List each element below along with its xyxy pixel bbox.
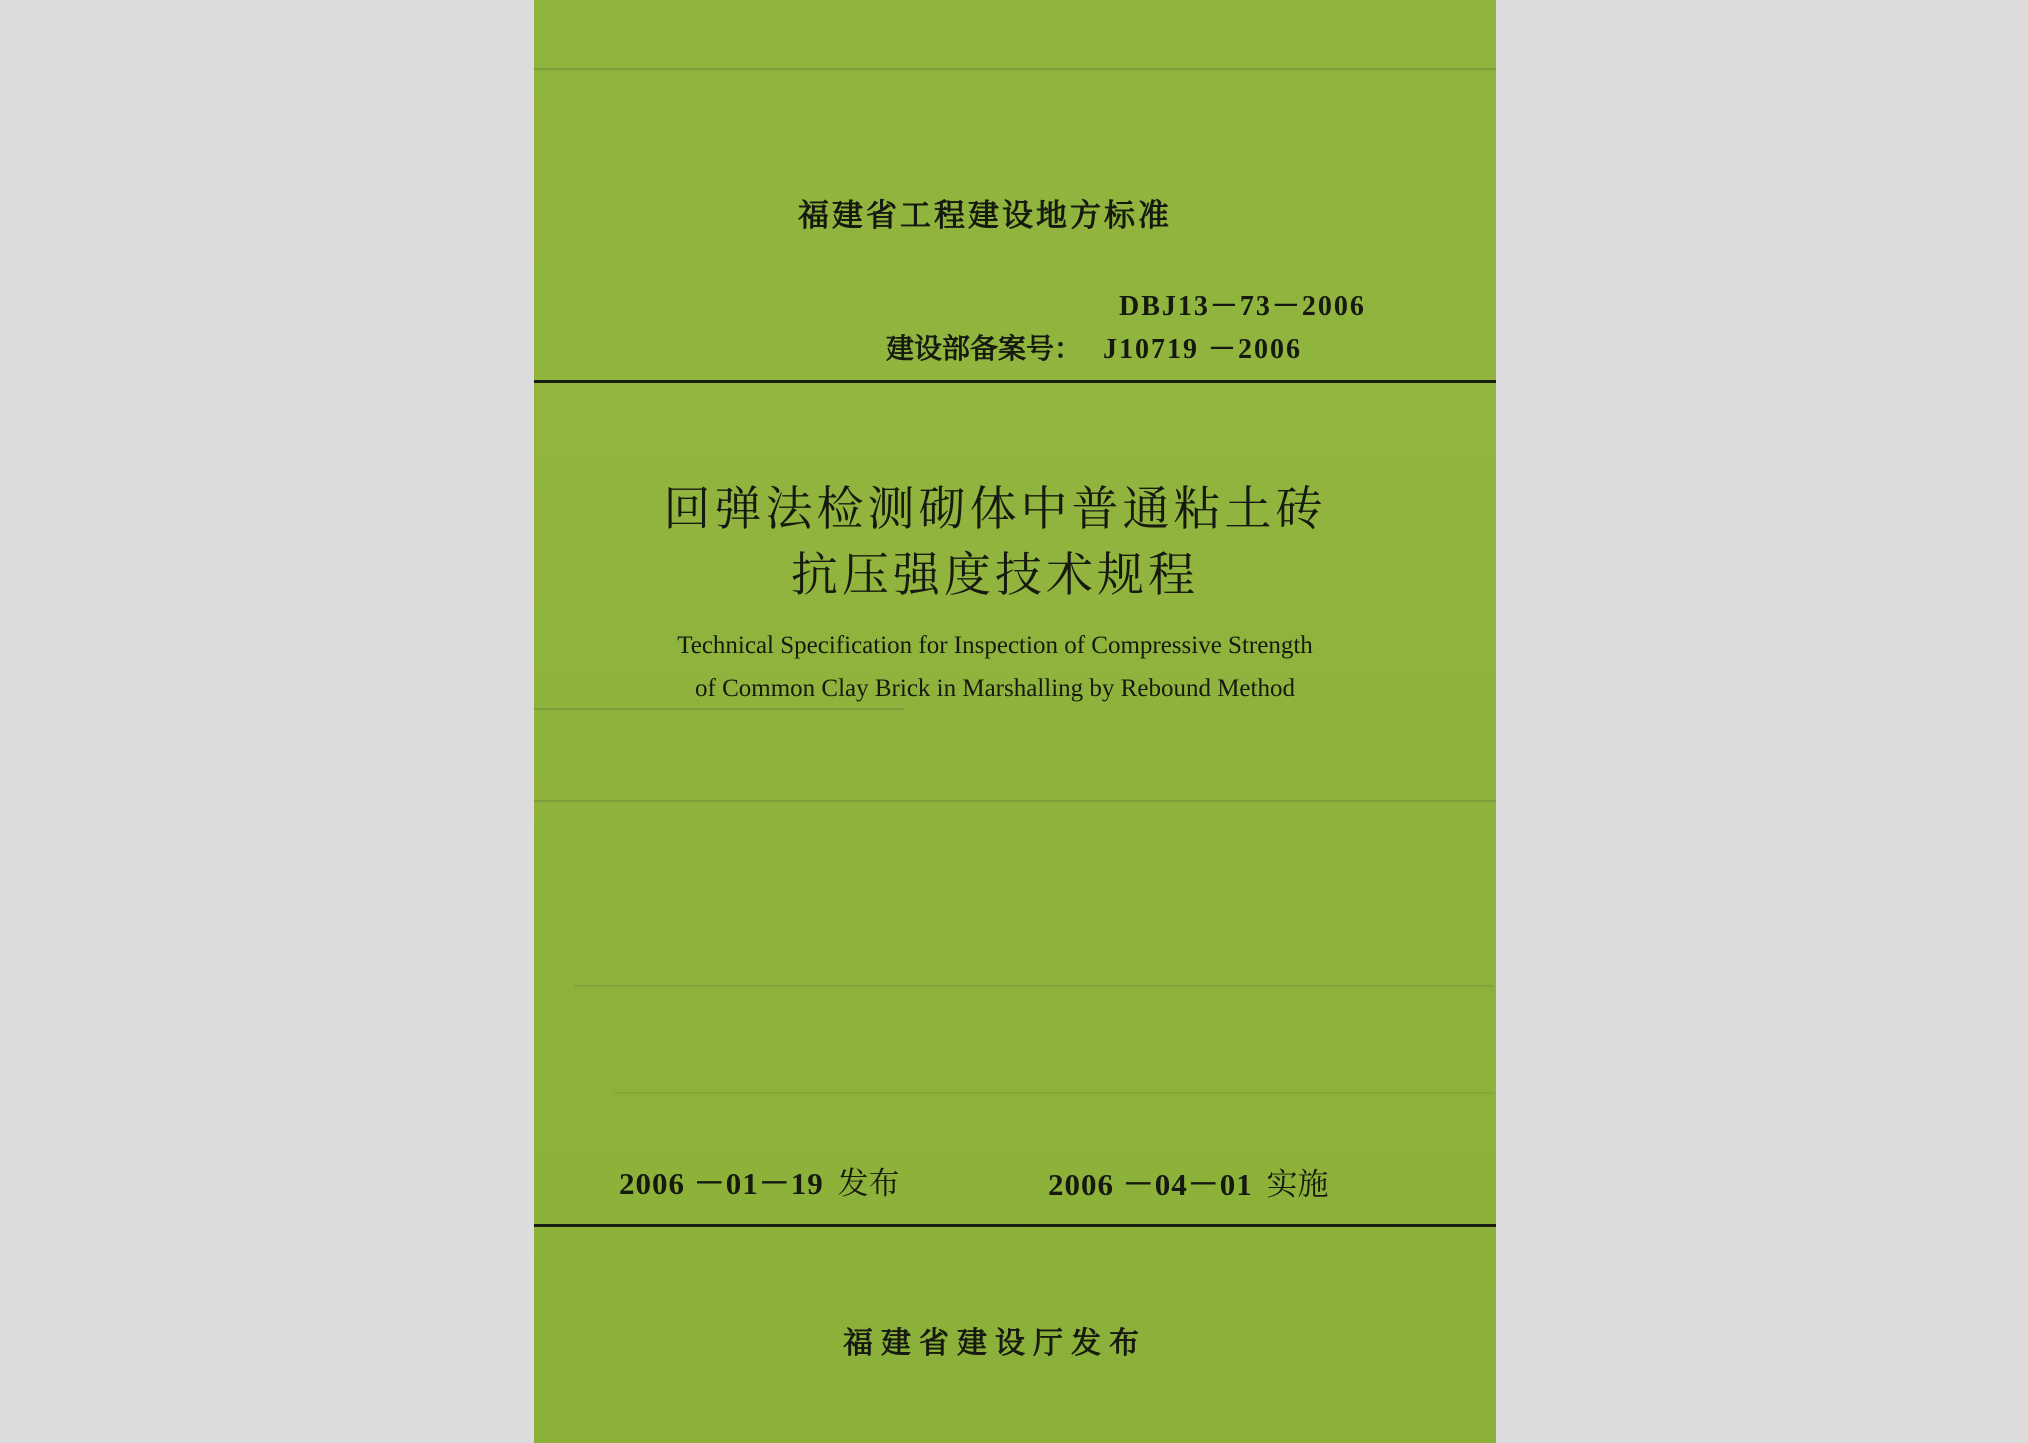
standard-cover: [534, 0, 1496, 1443]
record-number: J10719 －2006: [1103, 334, 1303, 365]
effective-line: [1048, 1159, 1329, 1204]
faint-line-2: [574, 985, 1494, 987]
issue-line: [619, 1158, 900, 1203]
faint-line-3: [614, 1092, 1494, 1094]
footer-rule: [534, 1224, 1496, 1227]
title-cn-line1: 回弹法检测砌体中普通粘土砖: [663, 482, 1327, 537]
issue-label: 发布: [837, 1166, 900, 1202]
effective-label: 实施: [1266, 1167, 1329, 1203]
record-label: 建设部备案号：: [886, 332, 1083, 365]
faint-line-1: [534, 800, 1496, 802]
header-rule: [534, 380, 1496, 383]
standard-code: DBJ13－73－2006: [1119, 291, 1366, 322]
issue-date: 2006 －01－19: [619, 1166, 824, 1201]
record-line: [886, 327, 1302, 367]
effective-date: 2006 －04－01: [1048, 1167, 1253, 1202]
title-en-line2: of Common Clay Brick in Marshalling by Rebound Method: [695, 675, 1295, 702]
top-divider: [534, 68, 1496, 70]
title-cn-line2: 抗压强度技术规程: [791, 548, 1199, 603]
publisher: 福建省建设厅发布: [843, 1326, 1147, 1361]
faint-underline: [534, 708, 904, 710]
title-en-line1: Technical Specification for Inspection of Compressive Strength: [677, 632, 1313, 659]
series-title: 福建省工程建设地方标准: [798, 198, 1172, 234]
